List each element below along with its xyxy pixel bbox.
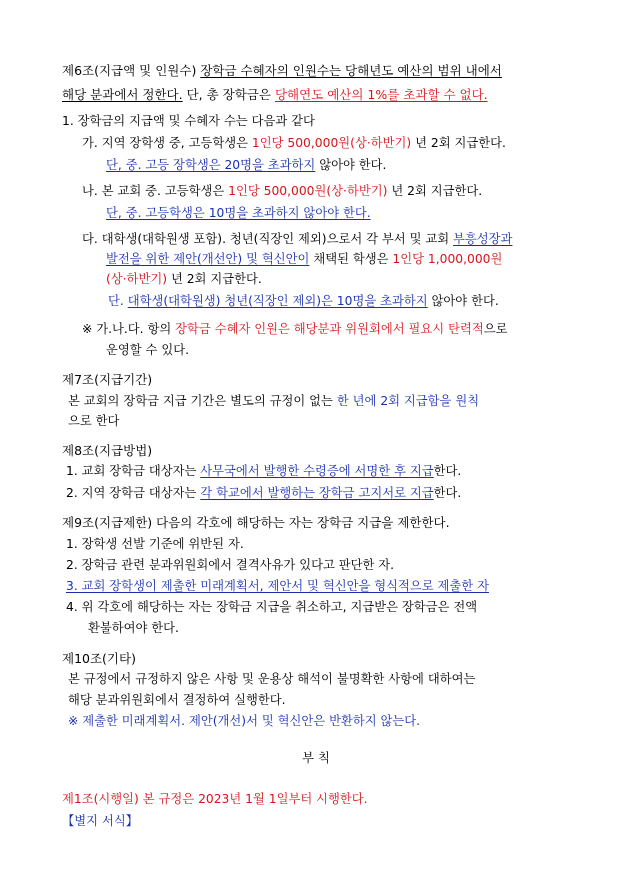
da-amount: 1인당 1,000,000원 bbox=[392, 252, 503, 266]
art10-line2: 해당 분과위원회에서 결정하여 실행한다. bbox=[68, 693, 286, 707]
da-text-4: 단. bbox=[108, 294, 128, 308]
da-proposal-2: 발전을 위한 제안(개선안) 및 혁신안이 bbox=[106, 252, 310, 266]
appendix-art1-text: 본 규정은 2023년 1월 1일부터 시행한다. bbox=[138, 792, 368, 806]
art9-item2: 2. 장학금 관련 분과위원회에서 결격사유가 있다고 판단한 자. bbox=[66, 558, 395, 572]
art8-text: 1. 교회 장학금 대상자는 bbox=[66, 464, 201, 478]
art7-line1 bbox=[68, 392, 479, 410]
art6-text-underlined: 장학금 수혜자의 인원수는 당해년도 예산의 범위 내에서 bbox=[200, 63, 502, 78]
note-text: ※ 가.나.다. 항의 bbox=[82, 322, 176, 336]
art6-line1 bbox=[62, 62, 502, 80]
art6-da-line3 bbox=[106, 270, 262, 288]
art6-note-line2: 운영할 수 있다. bbox=[106, 343, 189, 357]
art9-line bbox=[62, 514, 450, 532]
na-text: 나. 본 교회 중. 고등학생은 bbox=[82, 184, 229, 198]
note-highlight: 장학금 수혜자 인원은 해당분과 위원회에서 필요시 탄력적 bbox=[175, 322, 484, 336]
art8-text-3: 2. 지역 장학금 대상자는 bbox=[66, 486, 201, 500]
art9-item4-line2: 환불하여야 한다. bbox=[88, 621, 179, 635]
art9-item3: 3. 교회 장학생이 제출한 미래계획서, 제안서 및 혁신안을 형식적으로 제출한 자 bbox=[66, 579, 489, 593]
da-text: 다. 대학생(대학원생 포함). 청년(직장인 제외)으로서 각 부서 및 교회 bbox=[82, 232, 454, 246]
art6-title: 제6조(지급액 및 인원수) bbox=[62, 63, 201, 78]
art6-na-line1 bbox=[82, 182, 482, 200]
art8-text-2: 한다. bbox=[433, 464, 462, 478]
art7-title: 제7조(지급기간) bbox=[62, 372, 153, 387]
da-limit: 대학생(대학원생) 청년(직장인 제외)은 10명을 초과하지 bbox=[127, 294, 428, 308]
art9-item1: 1. 장학생 선발 기준에 위반된 자. bbox=[66, 537, 244, 551]
na-text-2: 년 2회 지급한다. bbox=[387, 184, 483, 198]
na-amount: 1인당 500,000원(상·하반기) bbox=[228, 184, 388, 198]
note-text-2: 으로 bbox=[483, 322, 508, 336]
art8-title: 제8조(지급방법) bbox=[62, 443, 153, 458]
da-proposal-1: 부흥성장과 bbox=[453, 232, 513, 246]
ga-amount: 1인당 500,000원(상·하반기) bbox=[251, 136, 412, 150]
art8-item2 bbox=[66, 484, 461, 502]
da-text-2: 채택된 학생은 bbox=[309, 252, 393, 266]
art10-line1: 본 규정에서 규정하지 않은 사항 및 운용상 해석이 불명확한 사항에 대하여는 bbox=[68, 672, 476, 686]
art10-note: ※ 제출한 미래계획서. 제안(개선)서 및 혁신안은 반환하지 않는다. bbox=[68, 714, 421, 728]
ga-text-3: 않아야 한다. bbox=[315, 158, 387, 172]
art8-method-2: 각 학교에서 발행하는 장학금 고지서로 지급 bbox=[200, 486, 434, 500]
art6-budget-limit: 당해연도 예산의 1%를 초과할 수 없다. bbox=[274, 87, 488, 102]
appendix-art1 bbox=[62, 790, 368, 808]
art6-ga-line2 bbox=[106, 156, 386, 174]
art6-note-line1 bbox=[82, 320, 507, 338]
ga-limit: 단, 중. 고등 장학생은 20명을 초과하지 bbox=[106, 158, 316, 172]
art6-item1: 1. 장학금의 지급액 및 수혜자 수는 다음과 같다 bbox=[62, 114, 315, 128]
appendix-title: 부 칙 bbox=[302, 751, 330, 765]
art6-da-line1 bbox=[82, 230, 512, 248]
art6-text: 단, 총 장학금은 bbox=[182, 87, 275, 102]
art9-intro: 다음의 각호에 해당하는 자는 장학금 지급을 제한한다. bbox=[152, 515, 450, 530]
art6-line2 bbox=[62, 86, 488, 104]
art6-na-line2 bbox=[106, 204, 371, 222]
art9-title: 제9조(지급제한) bbox=[62, 515, 153, 530]
da-amount-2: (상·하반기) bbox=[106, 272, 168, 286]
ga-text-2: 년 2회 지급한다. bbox=[411, 136, 506, 150]
appendix-art1-title: 제1조(시행일) bbox=[62, 792, 139, 806]
art7-principle: 한 년에 2회 지급함을 원칙 bbox=[336, 394, 480, 408]
art7-text: 본 교회의 장학금 지급 기간은 별도의 규정이 없는 bbox=[68, 394, 337, 408]
da-text-5: 않아야 한다. bbox=[427, 294, 499, 308]
appendix-form: 【별지 서식】 bbox=[62, 814, 139, 828]
art8-method-1: 사무국에서 발행한 수령증에 서명한 후 지급 bbox=[200, 464, 434, 478]
art8-text-4: 한다. bbox=[433, 486, 462, 500]
art6-ga-line1 bbox=[82, 134, 506, 152]
ga-text: 가. 지역 장학생 중, 고등학생은 bbox=[82, 136, 252, 150]
art6-da-line4 bbox=[108, 292, 499, 310]
art8-item1 bbox=[66, 462, 461, 480]
art9-item4-line1: 4. 위 각호에 해당하는 자는 장학금 지급을 취소하고, 지급받은 장학금은 전액 bbox=[66, 600, 478, 614]
art10-title: 제10조(기타) bbox=[62, 651, 136, 666]
na-limit: 단, 중. 고등학생은 10명을 초과하지 않아야 한다. bbox=[106, 206, 371, 220]
da-text-3: 년 2회 지급한다. bbox=[167, 272, 262, 286]
art6-text-underlined-2: 해당 분과에서 정한다. bbox=[62, 87, 183, 102]
art6-da-line2 bbox=[106, 250, 502, 268]
art7-line2: 으로 한다 bbox=[68, 414, 120, 428]
